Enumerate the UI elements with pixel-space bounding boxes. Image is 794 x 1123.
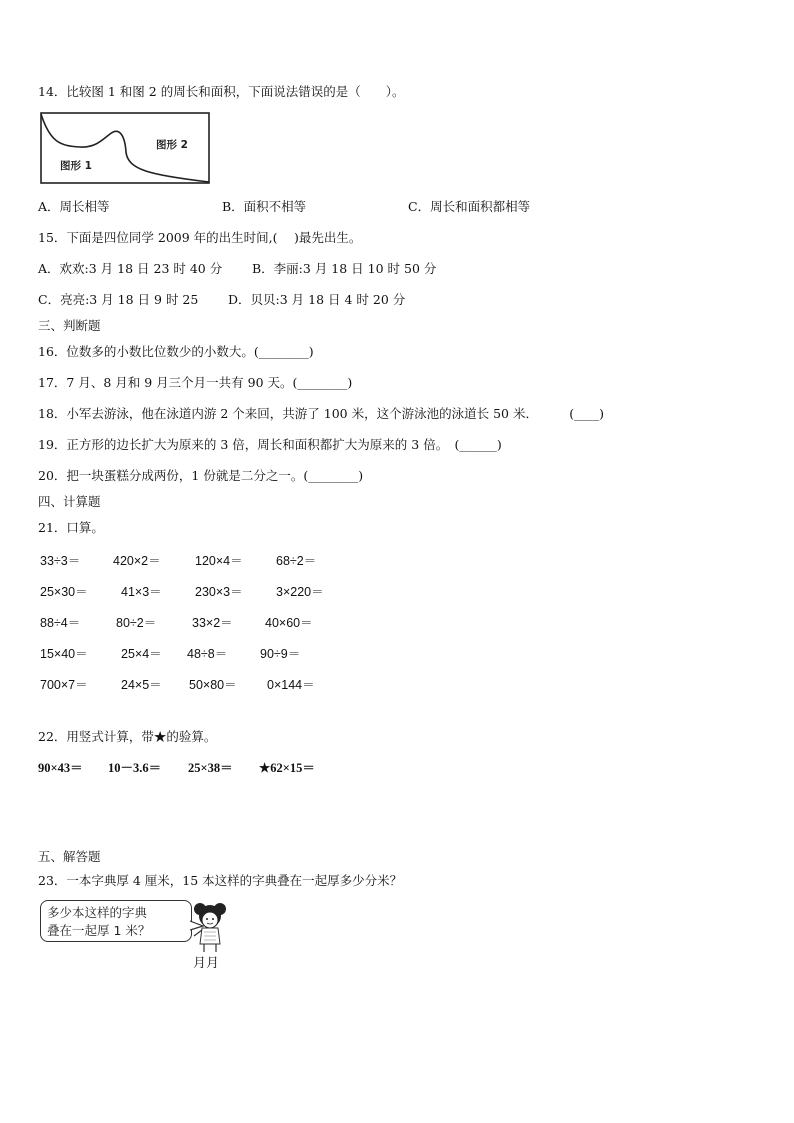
figure-2-label: 图形 2 bbox=[156, 139, 188, 151]
q15-option-b: B．李丽:3 月 18 日 10 时 50 分 bbox=[252, 261, 437, 276]
question-14-text: 14．比较图 1 和图 2 的周长和面积，下面说法错误的是（ ）。 bbox=[38, 84, 405, 99]
figure-1-label: 图形 1 bbox=[60, 160, 92, 172]
character-name: 月月 bbox=[193, 956, 220, 971]
calc-item: 33÷3＝ bbox=[40, 554, 81, 568]
calc-item: 230×3＝ bbox=[195, 585, 243, 599]
q14-option-b: B．面积不相等 bbox=[222, 199, 307, 214]
calc-item: 88÷4＝ bbox=[40, 616, 81, 630]
calc-item: 25×4＝ bbox=[121, 647, 162, 661]
q14-option-a: A．周长相等 bbox=[38, 199, 110, 214]
question-22-title: 22．用竖式计算，带★的验算。 bbox=[38, 729, 217, 744]
judgment-20: 20．把一块蛋糕分成两份，1 份就是二分之一。(________) bbox=[38, 468, 364, 483]
speech-illustration bbox=[40, 898, 240, 976]
calc-item: 120×4＝ bbox=[195, 554, 243, 568]
question-21-title: 21．口算。 bbox=[38, 520, 104, 535]
speech-bubble bbox=[40, 900, 192, 942]
question-23-text: 23．一本字典厚 4 厘米，15 本这样的字典叠在一起厚多少分米？ bbox=[38, 873, 403, 888]
perimeter-area-figure bbox=[40, 112, 210, 184]
calc-item: 700×7＝ bbox=[40, 678, 88, 692]
section-5-heading: 五、解答题 bbox=[38, 849, 101, 864]
calc-item: 0×144＝ bbox=[267, 678, 315, 692]
calc-item: 40×60＝ bbox=[265, 616, 313, 630]
speech-bubble-line-1: 多少本这样的字典 bbox=[47, 905, 148, 920]
judgment-19: 19．正方形的边长扩大为原来的 3 倍，周长和面积都扩大为原来的 3 倍。 (______) bbox=[38, 437, 502, 452]
speech-bubble-line-2: 叠在一起厚 1 米？ bbox=[47, 923, 151, 938]
figure-shapes-svg bbox=[40, 112, 212, 186]
judgment-16: 16．位数多的小数比位数少的小数大。(________) bbox=[38, 344, 314, 359]
calc-item: 41×3＝ bbox=[121, 585, 162, 599]
section-4-heading: 四、计算题 bbox=[38, 494, 101, 509]
calc-item: 420×2＝ bbox=[113, 554, 161, 568]
vertical-calc-item: 10－3.6＝ bbox=[108, 761, 162, 775]
section-3-heading: 三、判断题 bbox=[38, 318, 101, 333]
calc-item: 3×220＝ bbox=[276, 585, 324, 599]
calc-item: 90÷9＝ bbox=[260, 647, 301, 661]
q14-option-c: C．周长和面积都相等 bbox=[408, 199, 531, 214]
judgment-17: 17．7 月、8 月和 9 月三个月一共有 90 天。(________) bbox=[38, 375, 353, 390]
q15-option-d: D．贝贝:3 月 18 日 4 时 20 分 bbox=[228, 292, 406, 307]
vertical-calc-item: 90×43＝ bbox=[38, 761, 83, 775]
calc-item: 80÷2＝ bbox=[116, 616, 157, 630]
calc-item: 68÷2＝ bbox=[276, 554, 317, 568]
calc-item: 50×80＝ bbox=[189, 678, 237, 692]
calc-item: 15×40＝ bbox=[40, 647, 88, 661]
calc-item: 48÷8＝ bbox=[187, 647, 228, 661]
question-15-text: 15．下面是四位同学 2009 年的出生时间,( )最先出生。 bbox=[38, 230, 362, 245]
calc-item: 33×2＝ bbox=[192, 616, 233, 630]
calc-item: 25×30＝ bbox=[40, 585, 88, 599]
judgment-18: 18．小军去游泳，他在泳道内游 2 个来回，共游了 100 米，这个游泳池的泳道长 50 米． (____) bbox=[38, 406, 604, 421]
vertical-calc-item: 25×38＝ bbox=[188, 761, 233, 775]
calc-item: 24×5＝ bbox=[121, 678, 162, 692]
vertical-calc-item: ★62×15＝ bbox=[259, 761, 315, 775]
q15-option-a: A．欢欢:3 月 18 日 23 时 40 分 bbox=[38, 261, 223, 276]
girl-character-icon bbox=[190, 898, 230, 954]
q15-option-c: C．亮亮:3 月 18 日 9 时 25 bbox=[38, 292, 199, 307]
